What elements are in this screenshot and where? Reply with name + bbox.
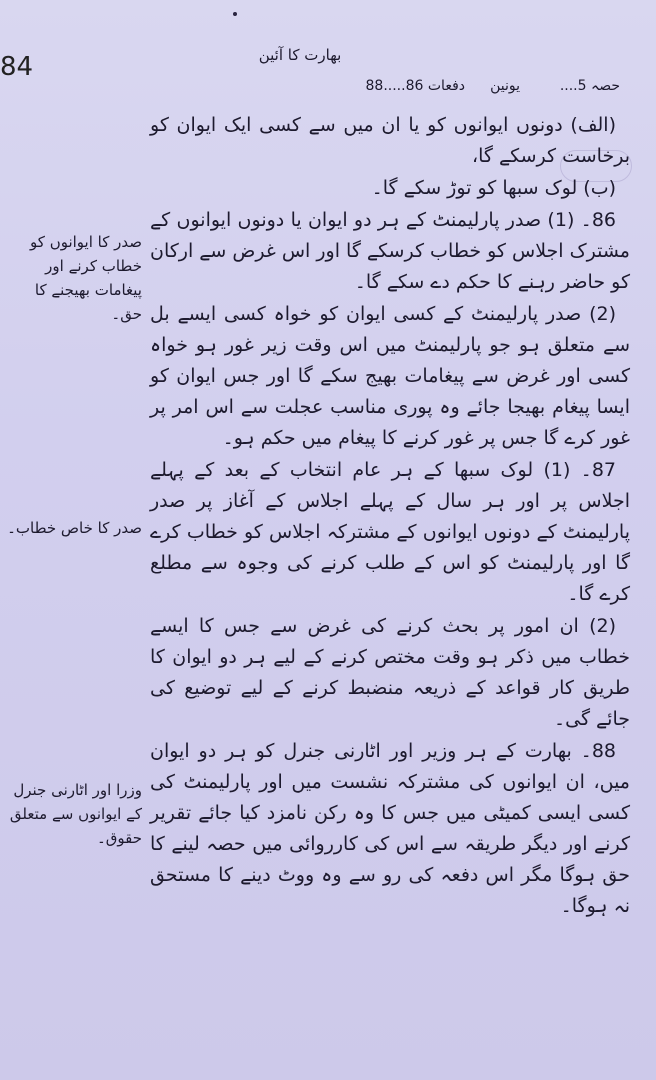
paragraph: (ب) لوک سبھا کو توڑ سکے گا۔ <box>371 177 616 199</box>
part-label: حصہ 5.... <box>559 78 620 94</box>
paragraph: (الف) دونوں ایوانوں کو یا ان میں سے کسی ایک ایوان کو برخاست کرسکے گا، <box>150 114 630 167</box>
articles-range: دفعات 86.....88 <box>365 78 465 94</box>
running-title: بھارت کا آئین <box>258 46 342 64</box>
union-label: یونین <box>490 78 520 94</box>
ink-dot <box>233 12 237 16</box>
page-number: 84 <box>0 52 34 82</box>
marginal-note-88: وزرا اور اٹارنی جنرل کے ایوانوں سے متعلق حقوق۔ <box>9 781 142 847</box>
marginal-note-87: صدر کا خاص خطاب۔ <box>7 519 142 537</box>
paragraph-article-88: 88۔ بھارت کے ہر وزیر اور اٹارنی جنرل کو ہر دو ایوان میں، ان ایوانوں کی مشترکہ نشست میں اور پارلیمنٹ کی کسی ایسی کمیٹی میں جس کا وہ رکن نامزد کیا جائے تقریر کرنے اور دیگر طریقہ سے اس کی کارروائی میں حصہ لینے کا حق ہوگا مگر اس دفعہ کی رو سے وہ ووٹ دینے کا مستحق نہ ہوگا۔ <box>150 740 630 917</box>
paragraph-article-86-1: 86۔ (1) صدر پارلیمنٹ کے ہر دو ایوان یا دونوں ایوانوں کے مشترک اجلاس کو خطاب کرسکے گا اور اس غرض سے ارکان کو حاضر رہنے کا حکم دے سکے گا۔ <box>150 209 630 293</box>
paragraph-article-87-1: 87۔ (1) لوک سبھا کے ہر عام انتخاب کے بعد کے پہلے اجلاس پر اور ہر سال کے پہلے اجلاس کے آغاز پر صدر پارلیمنٹ کے دونوں ایوانوں کے مشترکہ اجلاس کو خطاب کرے گا اور پارلیمنٹ کو اس کے طلب کرنے کی وجوہ سے مطلع کرے گا۔ <box>150 459 630 605</box>
paragraph-article-87-2: (2) ان امور پر بحث کرنے کی غرض سے جس کا ایسے خطاب میں ذکر ہو وقت مختص کرنے کے لیے ہر دو ایوان کا طریق کار قواعد کے ذریعہ منضبط کرنے کے لیے توضیع کی جائے گی۔ <box>150 615 630 730</box>
section-header-row <box>300 78 620 104</box>
marginal-note-86: صدر کا ایوانوں کو خطاب کرنے اور پیغامات بھیجنے کا حق۔ <box>30 233 142 323</box>
body-text <box>150 110 630 923</box>
paragraph-article-86-2: (2) صدر پارلیمنٹ کے کسی ایوان کو خواہ کسی ایسے بل سے متعلق ہو جو پارلیمنٹ میں اس وقت زیر غور ہو خواہ کسی اور غرض سے پیغامات بھیج سکے گا اور جس ایوان کو ایسا پیغام بھیجا جائے وہ پوری مناسب عجلت سے اس امر پر غور کرے گا جس پر غور کرنے کا پیغام میں حکم ہو۔ <box>150 303 630 449</box>
